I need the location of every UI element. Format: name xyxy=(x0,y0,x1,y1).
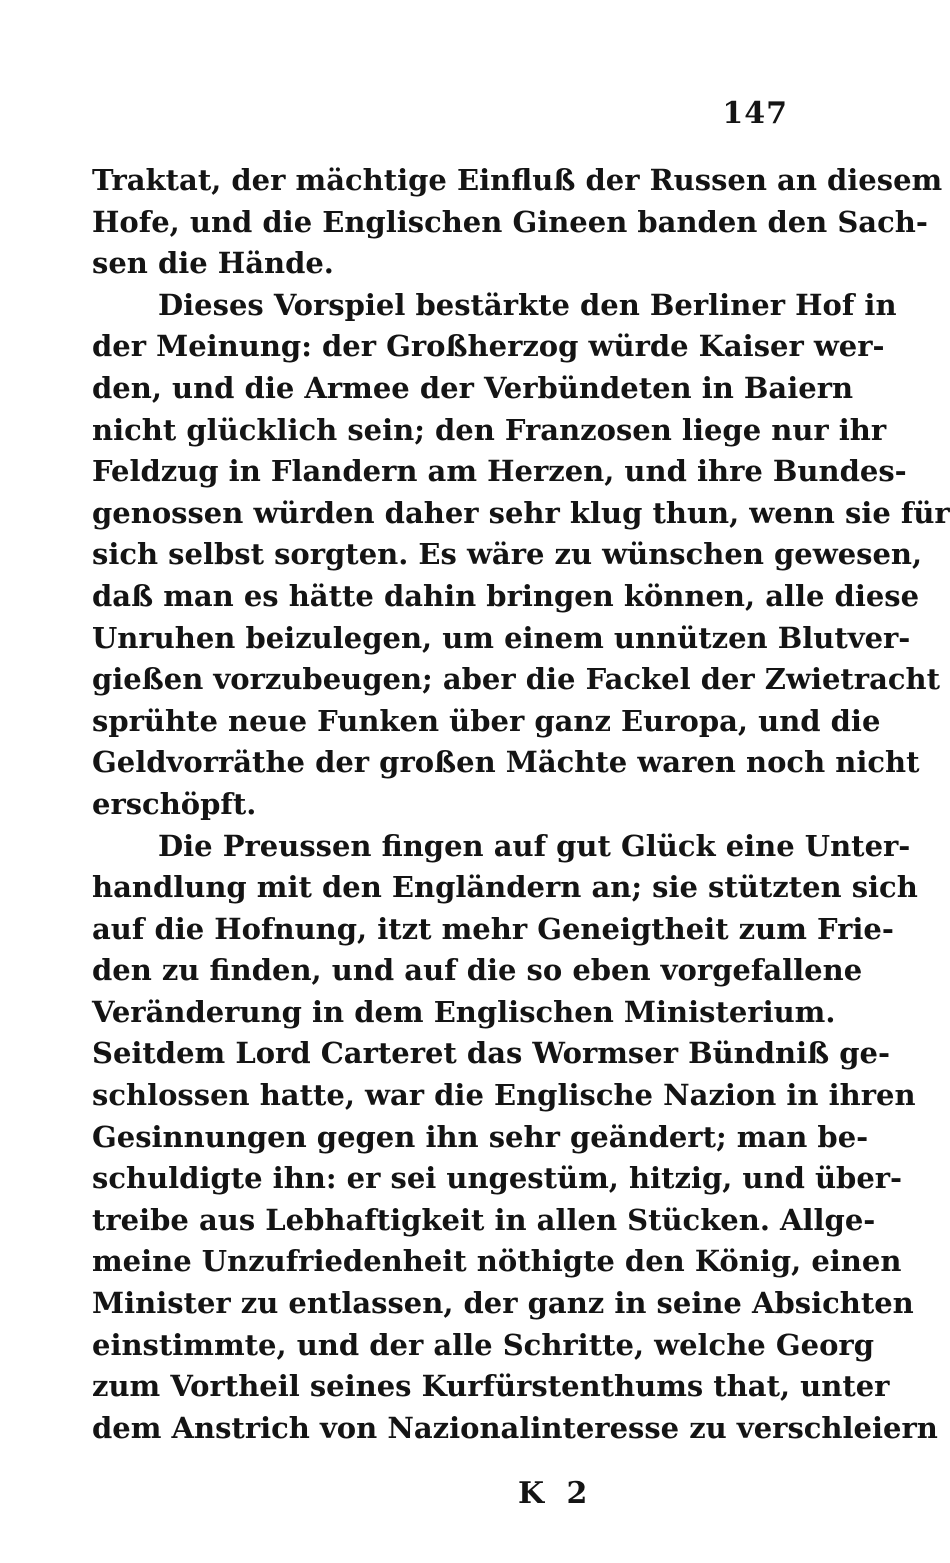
text-line: Minister zu entlassen, der ganz in seine Absichten xyxy=(92,1286,914,1321)
signature-mark: K 2 xyxy=(518,1476,594,1511)
text-line: erschöpft. xyxy=(92,786,257,821)
text-line: genossen würden daher sehr klug thun, wenn sie für xyxy=(92,495,950,530)
text-line: Traktat, der mächtige Einfluß der Russen an diesem xyxy=(92,163,943,197)
text-line: schuldigte ihn: er sei ungestüm, hitzig, und über- xyxy=(92,1161,903,1196)
text-line: der Meinung: der Großherzog würde Kaiser wer- xyxy=(92,329,885,364)
text-line: Dieses Vorspiel bestärkte den Berliner Hof in xyxy=(158,287,897,322)
text-line: dem Anstrich von Nazionalinteresse zu verschleiern xyxy=(92,1410,938,1445)
text-line: zum Vortheil seines Kurfürstenthums that, unter xyxy=(92,1369,890,1404)
text-line: gießen vorzubeugen; aber die Fackel der Zwietracht xyxy=(92,662,941,697)
text-line: schlossen hatte, war die Englische Nazion in ihren xyxy=(92,1078,916,1113)
text-line: Seitdem Lord Carteret das Wormser Bündniß ge- xyxy=(92,1036,891,1071)
text-line: daß man es hätte dahin bringen können, alle diese xyxy=(92,578,920,613)
text-line: den, und die Armee der Verbündeten in Baiern xyxy=(92,370,854,405)
text-line: Gesinnungen gegen ihn sehr geändert; man be- xyxy=(92,1119,869,1154)
text-line: nicht glücklich sein; den Franzosen liege nur ihr xyxy=(92,412,887,447)
text-line: Geldvorräthe der großen Mächte waren noch nicht xyxy=(92,745,920,780)
text-line: Feldzug in Flandern am Herzen, und ihre Bundes- xyxy=(92,454,907,489)
text-line: Veränderung in dem Englischen Ministerium. xyxy=(92,994,836,1029)
page-number: 147 xyxy=(722,96,788,131)
text-line: Unruhen beizulegen, um einem unnützen Blutver- xyxy=(92,620,911,655)
text-line: sprühte neue Funken über ganz Europa, und die xyxy=(92,703,881,738)
text-line: sen die Hände. xyxy=(92,246,334,281)
text-line: sich selbst sorgten. Es wäre zu wünschen gewesen, xyxy=(92,537,923,572)
text-line: Die Preussen fingen auf gut Glück eine Unter- xyxy=(158,828,911,863)
body-text xyxy=(92,160,950,1449)
text-line: auf die Hofnung, itzt mehr Geneigtheit zum Frie- xyxy=(92,911,894,946)
text-line: handlung mit den Engländern an; sie stützten sich xyxy=(92,870,918,905)
text-line: Hofe, und die Englischen Gineen banden den Sach- xyxy=(92,204,928,239)
text-line: einstimmte, und der alle Schritte, welche Georg xyxy=(92,1327,874,1362)
text-line: treibe aus Lebhaftigkeit in allen Stücken. Allge- xyxy=(92,1202,876,1237)
text-line: den zu finden, und auf die so eben vorgefallene xyxy=(92,953,863,988)
text-line: meine Unzufriedenheit nöthigte den König, einen xyxy=(92,1244,902,1279)
